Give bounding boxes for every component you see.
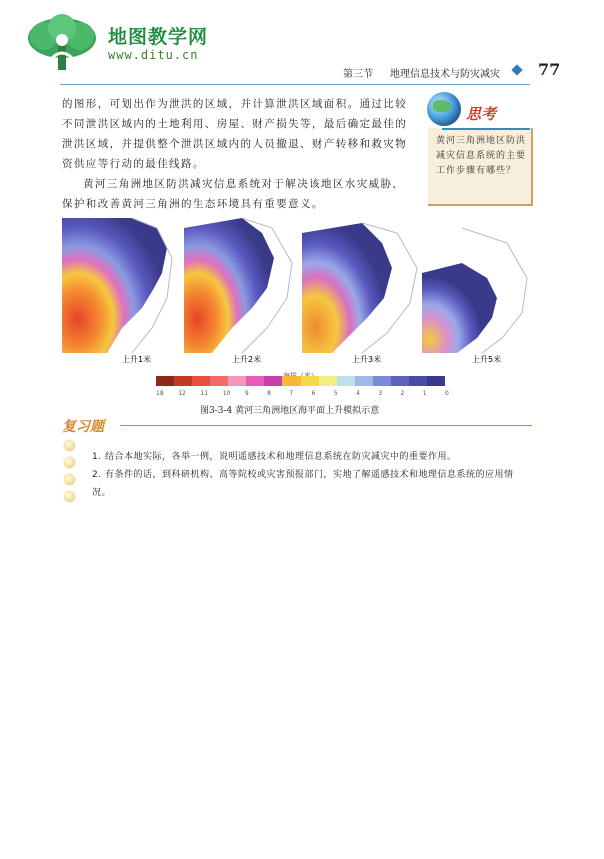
globe-land-decoration <box>433 100 451 112</box>
scale-swatch-14 <box>409 376 427 386</box>
bullet-dot-icon <box>64 491 75 502</box>
scale-swatch-3 <box>210 376 228 386</box>
elevation-scale-labels <box>152 390 452 400</box>
review-title: 复习题 <box>62 419 104 435</box>
elevation-scale-bar <box>156 376 445 386</box>
body-text <box>62 94 412 214</box>
bullet-dot-icon <box>64 474 75 485</box>
scale-label: 11 <box>200 390 209 397</box>
scale-swatch-12 <box>373 376 391 386</box>
scale-swatch-2 <box>192 376 210 386</box>
logo-url[interactable]: www.ditu.cn <box>108 48 199 62</box>
sidebar-text: 黄河三角洲地区防洪减灾信息系统的主要工作步骤有哪些？ <box>436 136 527 176</box>
scale-label: 10 <box>222 390 231 397</box>
sidebar-title: 思考 <box>466 105 497 123</box>
diamond-icon <box>511 64 522 75</box>
review-item-2: 2. 有条件的话，到科研机构、高等院校或灾害预报部门，实地了解遥感技术和地理信息系统的应用情况。 <box>92 470 514 498</box>
scale-label: 6 <box>311 390 316 397</box>
logo-tree-icon <box>22 14 102 76</box>
scale-swatch-15 <box>427 376 445 386</box>
scale-label: 18 <box>156 390 164 397</box>
scale-label: 2 <box>400 390 405 397</box>
map-rise-2 <box>184 218 292 353</box>
scale-swatch-11 <box>355 376 373 386</box>
figure-caption: 图3-3-4 黄河三角洲地区海平面上升模拟示意 <box>200 406 380 416</box>
map-caption-1: 上升1米 <box>122 355 152 364</box>
scale-swatch-4 <box>228 376 246 386</box>
scale-label: 7 <box>289 390 294 397</box>
bullet-dot-icon <box>64 457 75 468</box>
review-item-1: 1. 结合本地实际，各举一例，说明遥感技术和地理信息系统在防灾减灾中的重要作用。 <box>92 452 457 462</box>
review-list <box>92 448 532 502</box>
scale-label: 3 <box>378 390 383 397</box>
scale-label: 5 <box>333 390 338 397</box>
section-title: 地理信息技术与防灾减灾 <box>390 69 500 80</box>
review-divider <box>120 425 532 426</box>
review-bullets <box>64 440 78 508</box>
map-caption-5: 上升5米 <box>472 355 502 364</box>
map-caption-3: 上升3米 <box>352 355 382 364</box>
scale-swatch-1 <box>174 376 192 386</box>
scale-swatch-0 <box>156 376 174 386</box>
map-caption-2: 上升2米 <box>232 355 262 364</box>
sidebar-rule <box>442 128 530 130</box>
scale-label: 1 <box>422 390 427 397</box>
body-paragraph-2: 黄河三角洲地区防洪减灾信息系统对于解决该地区水灾威胁，保护和改善黄河三角洲的生态环境具有重要意义。 <box>62 178 405 210</box>
map-rise-5 <box>422 228 527 353</box>
scale-swatch-6 <box>264 376 282 386</box>
bullet-dot-icon <box>64 440 75 451</box>
scale-swatch-7 <box>282 376 300 386</box>
logo-title: 地图教学网 <box>108 26 209 48</box>
scale-swatch-5 <box>246 376 264 386</box>
header-divider <box>60 84 530 85</box>
sea-level-maps <box>62 218 542 364</box>
scale-swatch-9 <box>319 376 337 386</box>
section-label: 第三节 <box>343 69 373 80</box>
scale-label: 9 <box>244 390 249 397</box>
map-rise-1 <box>62 218 172 353</box>
map-rise-3 <box>302 223 417 353</box>
scale-swatch-10 <box>337 376 355 386</box>
body-paragraph-1: 的图形，可划出作为泄洪的区域，并计算泄洪区域面积。通过比较不同泄洪区域内的土地利用、房屋、财产损失等，最后确定最佳的泄洪区域，并提供整个泄洪区域内的人员撤退、财产转移和救灾物资供应等行动的最佳线路。 <box>62 98 408 170</box>
scale-label: 12 <box>178 390 186 397</box>
scale-label: 4 <box>356 390 360 397</box>
page-number: 77 <box>538 60 561 79</box>
scale-swatch-8 <box>301 376 319 386</box>
scale-swatch-13 <box>391 376 409 386</box>
scale-label: 0 <box>445 390 449 397</box>
scale-label: 8 <box>267 390 271 397</box>
